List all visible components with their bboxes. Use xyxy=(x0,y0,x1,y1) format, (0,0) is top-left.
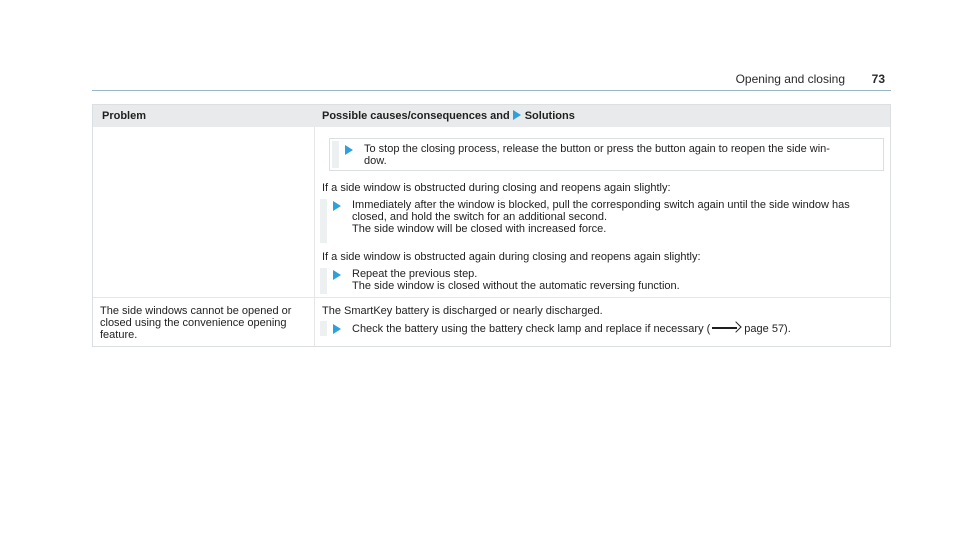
row-divider xyxy=(93,297,890,298)
page-reference-link[interactable]: page 57). xyxy=(744,323,791,335)
step-immediately-line2: closed, and hold the switch for an additional second. xyxy=(352,211,607,223)
column-header-causes-label: Possible causes/consequences and xyxy=(322,110,510,122)
info-step-line2: dow. xyxy=(364,155,387,167)
step-bar xyxy=(320,268,327,294)
step-bar xyxy=(320,199,327,243)
step-check xyxy=(352,323,791,335)
column-header-problem: Problem xyxy=(102,110,147,122)
page-number: 73 xyxy=(871,72,885,86)
step-immediately-line3: The side window will be closed with increased force. xyxy=(352,223,607,235)
text-obstructed-again: If a side window is obstructed again during closing and reopens again slightly: xyxy=(322,251,701,263)
text-obstructed: If a side window is obstructed during closing and reopens again slightly: xyxy=(322,182,671,194)
section-title: Opening and closing xyxy=(735,72,845,86)
step-arrow-icon xyxy=(345,145,353,155)
table-header-row xyxy=(93,105,890,127)
step-repeat-line1: Repeat the previous step. xyxy=(352,268,478,280)
page-reference-arrow-icon xyxy=(712,323,742,333)
info-bar xyxy=(332,141,339,168)
cause-text: The SmartKey battery is discharged or nearly discharged. xyxy=(322,305,603,317)
column-header-causes xyxy=(322,110,575,122)
step-arrow-icon xyxy=(333,324,341,334)
arrow-right-icon xyxy=(513,110,521,120)
problem-line2: closed using the convenience opening xyxy=(100,317,287,329)
step-bar xyxy=(320,321,327,336)
info-box xyxy=(329,138,884,171)
problem-solution-table xyxy=(92,104,891,347)
info-step-line1: To stop the closing process, release the button or press the button again to reopen the side win- xyxy=(364,143,830,155)
problem-line1: The side windows cannot be opened or xyxy=(100,305,292,317)
column-divider xyxy=(314,127,315,347)
step-check-text: Check the battery using the battery check lamp and replace if necessary ( xyxy=(352,323,711,335)
column-header-solutions: Solutions xyxy=(524,110,575,122)
step-immediately-line1: Immediately after the window is blocked, pull the corresponding switch again until the side window has xyxy=(352,199,850,211)
page-header xyxy=(92,70,891,91)
step-arrow-icon xyxy=(333,201,341,211)
step-repeat-line2: The side window is closed without the automatic reversing function. xyxy=(352,280,680,292)
problem-line3: feature. xyxy=(100,329,138,341)
step-arrow-icon xyxy=(333,270,341,280)
